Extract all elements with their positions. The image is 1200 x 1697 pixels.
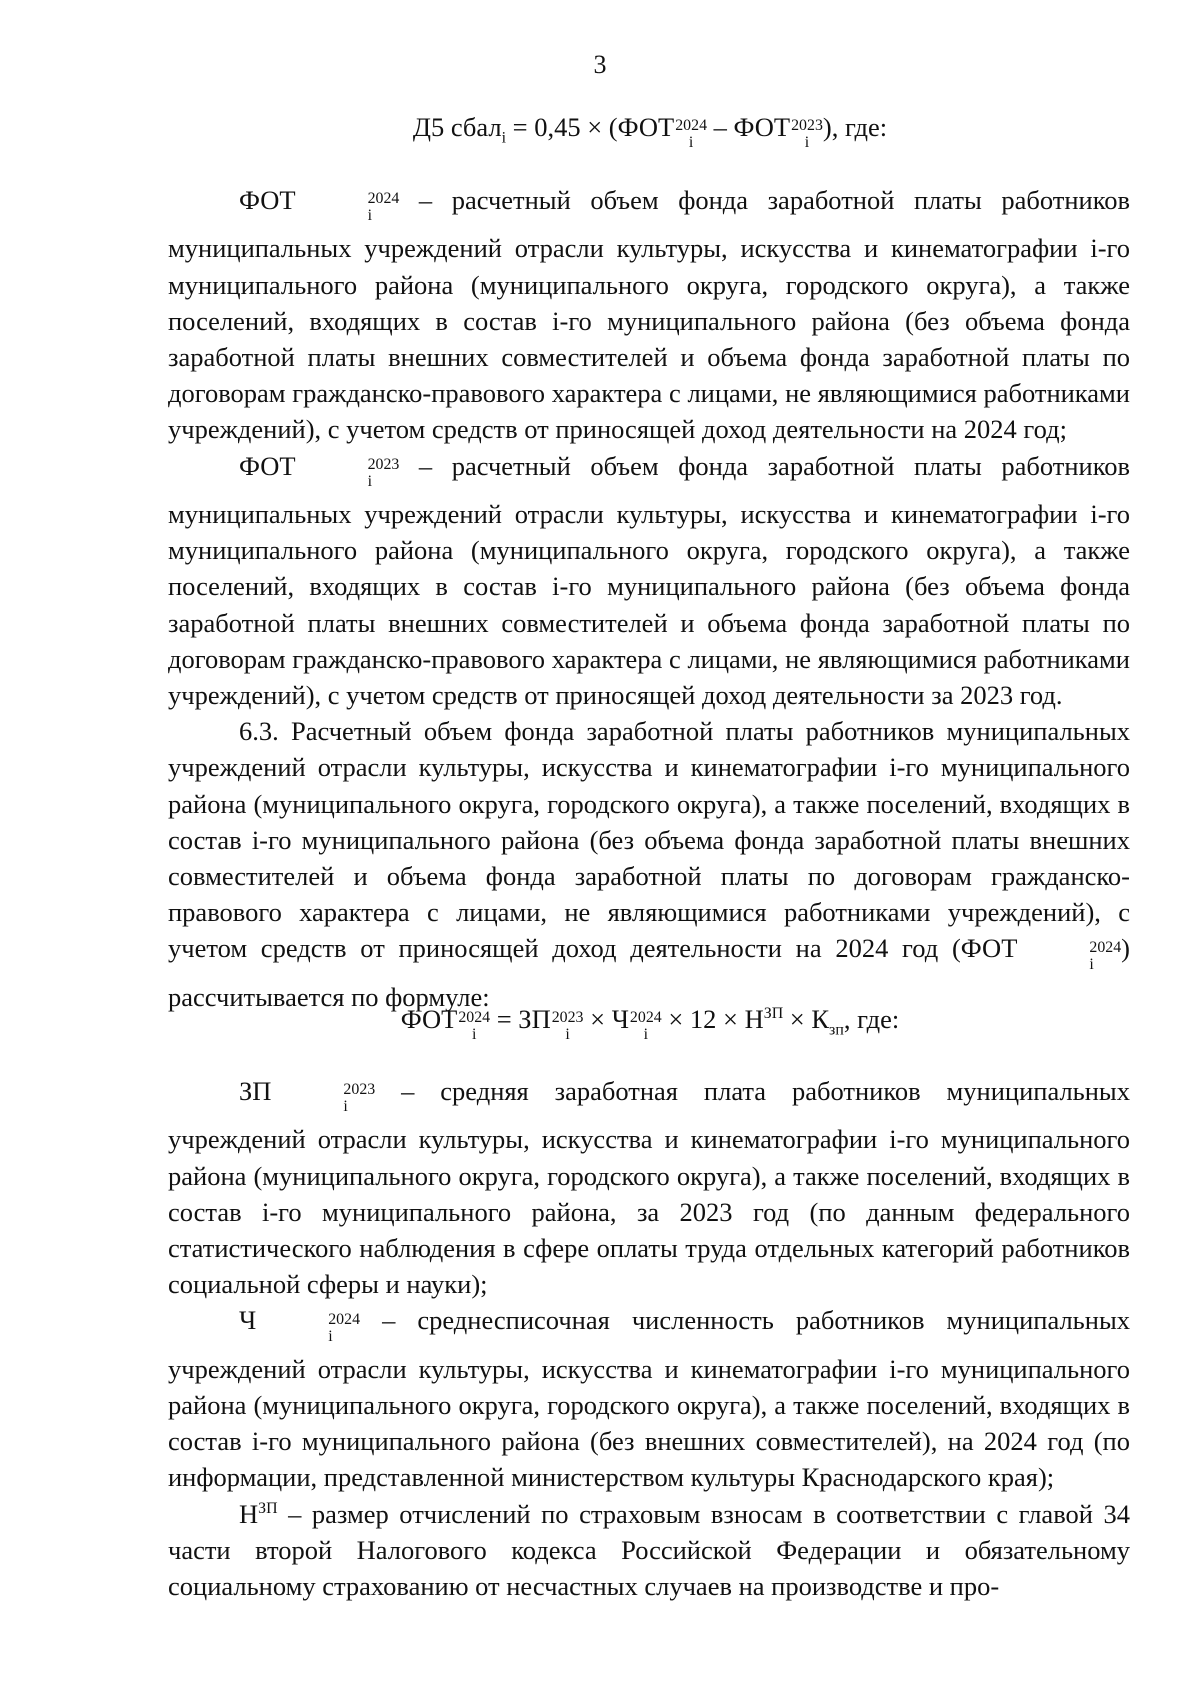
definitions-block-1 — [168, 182, 1130, 1015]
definitions-block-2 — [168, 1073, 1130, 1604]
definition-zp: ЗП 2023 i – средняя заработная плата работников муниципальных учреждений отрасли культуры, искусства и кинематографии i-го муниципального района (муниципального округа, городского округа), а также поселений, входящих в состав i-го муниципального района, за 2023 год (по данным федерального статистического наблюдения в сфере оплаты труда отдельных категорий работников социальной сферы и науки); — [168, 1076, 1130, 1300]
definition-fot-2024: ФОТ 2024 i – расчетный объем фонда заработной платы работников муниципальных учреждений отрасли культуры, искусства и кинематографии i-го муниципального района (муниципального округа, городского округа), а также поселений, входящих в состав i-го муниципального района (без объема фонда заработной платы внешних совместителей и объема фонда заработной платы по договорам гражданско-правового характера с лицами, не являющимися работниками учреждений), с учетом средств от приносящей доход деятельности на 2024 год; — [168, 185, 1130, 445]
page-number: 3 — [593, 50, 607, 79]
definition-fot-2023: ФОТ 2023 i – расчетный объем фонда заработной платы работников муниципальных учреждений отрасли культуры, искусства и кинематографии i-го муниципального района (муниципального округа, городского округа), а также поселений, входящих в состав i-го муниципального района (без объема фонда заработной платы внешних совместителей и объема фонда заработной платы по договорам гражданско-правового характера с лицами, не являющимися работниками учреждений), с учетом средств от приносящей доход деятельности за 2023 год. — [168, 450, 1130, 710]
formula-fot-2024: ФОТ 2024 i = ЗП 2023 i × Ч 2024 i × $12 \times Н^{ЗП} \times К_{зп}$, где: — [400, 1004, 900, 1044]
definition-ch: Ч 2024 i – среднесписочная численность работников муниципальных учреждений отрасли культуры, искусства и кинематографии i-го муниципального района (муниципального округа, городского округа), а также поселений, входящих в состав i-го муниципального района (без внешних совместителей), на 2024 год (по информации, представленной министерством культуры Краснодарского края); — [168, 1305, 1130, 1493]
definition-n: $Н^{ЗП}$ – размер отчислений по страховым взносам в соответствии с главой 34 части второй Налогового кодекса Российской Федерации и обязательному социальному страхованию от несчастных случаев на производстве и про- — [168, 1498, 1130, 1601]
formula-d5-sbal: Д5 сбал$_i$ = 0,45 × (ФОТ 2024 i – ФОТ 2023 i ), где: — [412, 112, 888, 152]
section-6-3: 6.3. Расчетный объем фонда заработной платы работников муниципальных учреждений отрасли культуры, искусства и кинематографии i-го муниципального района (муниципального округа, городского округа), а также поселений, входящих в состав i-го муниципального района (без объема фонда заработной платы внешних совместителей и объема фонда заработной платы по договорам гражданско-правового характера с лицами, не являющимися работниками учреждений), с учетом средств от приносящей доход деятельности на 2024 год (ФОТ 2024 i ) рассчитывается по формуле: — [168, 716, 1130, 1012]
